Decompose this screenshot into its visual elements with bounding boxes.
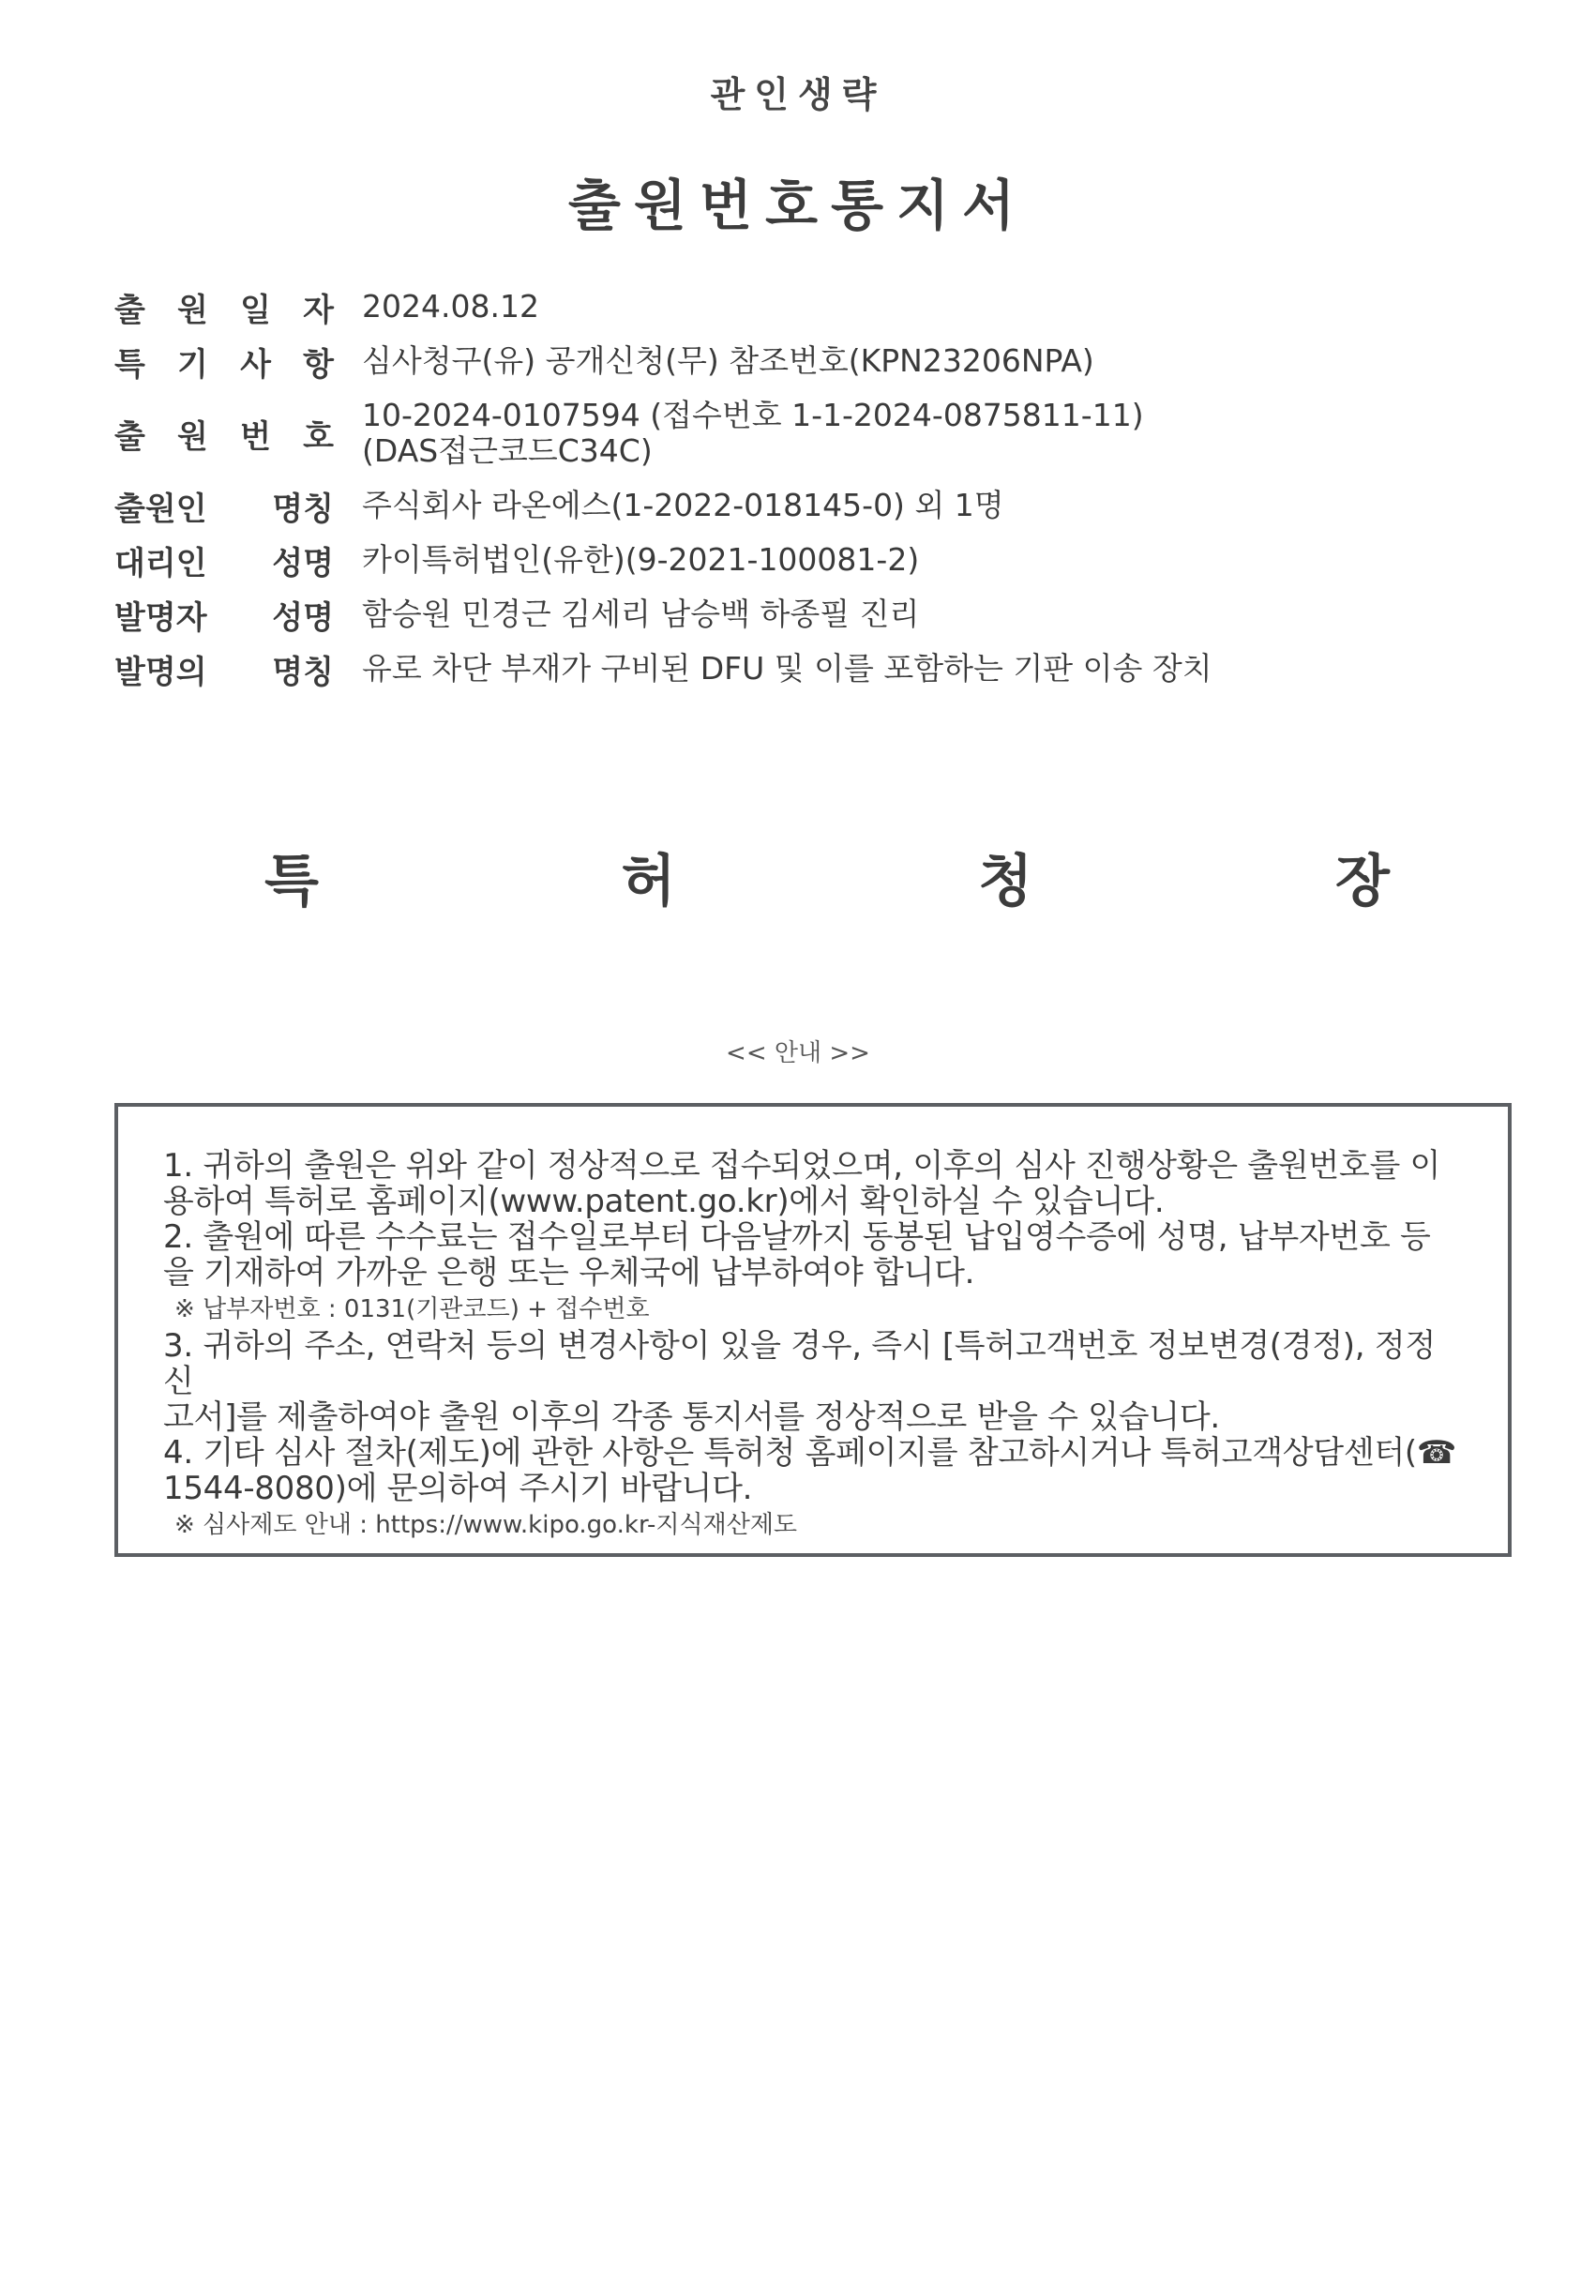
applicant-name-row <box>114 478 1502 533</box>
special-notes-row <box>114 334 1502 388</box>
agent-name-row <box>114 533 1502 587</box>
examination-system-note: ※ 심사제도 안내 : https://www.kipo.go.kr-지식재산제도 <box>174 1511 798 1539</box>
filing-date-row <box>114 279 1502 334</box>
guide-item-1: 1. 귀하의 출원은 위와 같이 정상적으로 접수되었으며, 이후의 심사 진행상황은 출원번호를 이 용하여 특허로 홈페이지(www.patent.go.kr)에서 확인하실 수 있습니다. <box>163 1147 1441 1220</box>
application-number-value <box>362 398 1144 469</box>
guide-heading: << 안내 >> <box>726 1039 870 1067</box>
application-number-line1: 10-2024-0107594 (접수번호 1-1-2024-0875811-11) <box>362 397 1144 433</box>
guide-item-3: 3. 귀하의 주소, 연락처 등의 변경사항이 있을 경우, 즉시 [특허고객번호 정보변경(경정), 정정신 고서]를 제출하여야 출원 이후의 각종 통지서를 정상적으로 받을 수 있습니다. <box>163 1327 1436 1436</box>
filing-date-label: 출 원 일 자 <box>114 291 334 329</box>
inventor-names-value: 함승원 민경근 김세리 남승백 하종필 진리 <box>362 596 920 632</box>
issuer-char: 허 <box>621 849 676 914</box>
application-info-table <box>114 279 1502 696</box>
issuer-char: 특 <box>264 849 319 914</box>
invention-title-label: 발명의 명칭 <box>114 653 334 691</box>
inventor-names-row <box>114 587 1502 642</box>
das-access-code: (DAS접근코드C34C) <box>362 432 653 469</box>
issuer-char: 장 <box>1335 849 1390 914</box>
agent-name-value: 카이특허법인(유한)(9-2021-100081-2) <box>362 541 920 578</box>
invention-title-value: 유로 차단 부재가 구비된 DFU 및 이를 포함하는 기판 이송 장치 <box>362 650 1212 687</box>
issuer-signature <box>264 837 1390 917</box>
guide-item-2: 2. 출원에 따른 수수료는 접수일로부터 다음날까지 동봉된 납입영수증에 성명, 납부자번호 등 을 기재하여 가까운 은행 또는 우체국에 납부하여야 합니다. <box>163 1218 1431 1292</box>
document-title: 출원번호통지서 <box>567 174 1029 237</box>
guide-box <box>114 1103 1512 1557</box>
application-number-row <box>114 388 1502 478</box>
applicant-name-value: 주식회사 라온에스(1-2022-018145-0) 외 1명 <box>362 487 1004 523</box>
guide-item-4: 4. 기타 심사 절차(제도)에 관한 사항은 특허청 홈페이지를 참고하시거나 특허고객상담센터(☎ 1544-8080)에 문의하여 주시기 바랍니다. <box>163 1434 1456 1507</box>
filing-date-value: 2024.08.12 <box>362 288 539 325</box>
inventor-names-label: 발명자 성명 <box>114 598 334 637</box>
special-notes-value: 심사청구(유) 공개신청(무) 참조번호(KPN23206NPA) <box>362 342 1094 379</box>
applicant-name-label: 출원인 명칭 <box>114 490 334 528</box>
application-number-label: 출 원 번 호 <box>114 417 334 456</box>
agent-name-label: 대리인 성명 <box>114 544 334 582</box>
invention-title-row <box>114 642 1502 696</box>
issuer-char: 청 <box>978 849 1033 914</box>
seal-omitted-label: 관인생략 <box>710 74 886 115</box>
payer-number-note: ※ 납부자번호 : 0131(기관코드) + 접수번호 <box>174 1295 650 1323</box>
special-notes-label: 특 기 사 항 <box>114 345 334 384</box>
